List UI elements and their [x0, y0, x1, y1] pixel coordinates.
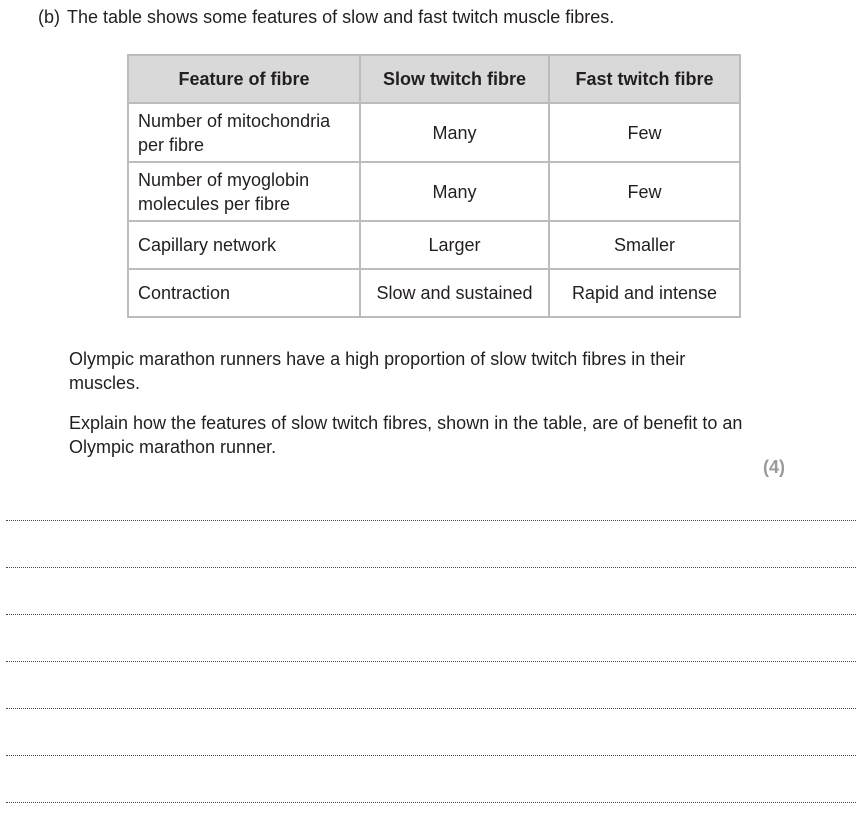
feature-cell: Number of myoglobin molecules per fibre: [128, 162, 360, 221]
fast-twitch-cell: Few: [549, 103, 740, 162]
answer-line[interactable]: [6, 802, 856, 803]
table-header-row: [128, 55, 740, 103]
fibre-features-table: [127, 54, 741, 318]
context-paragraph: Olympic marathon runners have a high proportion of slow twitch fibres in their muscles.: [69, 349, 686, 393]
fast-twitch-cell: Few: [549, 162, 740, 221]
answer-line[interactable]: [6, 708, 856, 709]
task-paragraph: Explain how the features of slow twitch fibres, shown in the table, are of benefit to an Olympic marathon runner.: [69, 413, 743, 457]
question-intro-text: The table shows some features of slow and fast twitch muscle fibres.: [67, 7, 615, 27]
table-row: [128, 162, 740, 221]
question-intro: [38, 6, 614, 28]
question-part-label: (b): [38, 7, 60, 27]
header-fast-twitch: Fast twitch fibre: [549, 55, 740, 103]
fast-twitch-cell: Rapid and intense: [549, 269, 740, 317]
answer-line[interactable]: [6, 520, 856, 521]
answer-line[interactable]: [6, 567, 856, 568]
answer-line[interactable]: [6, 661, 856, 662]
feature-cell: Contraction: [128, 269, 360, 317]
answer-line[interactable]: [6, 614, 856, 615]
header-slow-twitch: Slow twitch fibre: [360, 55, 549, 103]
table-row: [128, 221, 740, 269]
slow-twitch-cell: Many: [360, 162, 549, 221]
header-feature: Feature of fibre: [128, 55, 360, 103]
slow-twitch-cell: Slow and sustained: [360, 269, 549, 317]
fast-twitch-cell: Smaller: [549, 221, 740, 269]
marks-label: (4): [763, 457, 785, 477]
table-row: [128, 269, 740, 317]
table-row: [128, 103, 740, 162]
answer-line[interactable]: [6, 755, 856, 756]
slow-twitch-cell: Many: [360, 103, 549, 162]
feature-cell: Number of mitochondria per fibre: [128, 103, 360, 162]
feature-cell: Capillary network: [128, 221, 360, 269]
slow-twitch-cell: Larger: [360, 221, 549, 269]
